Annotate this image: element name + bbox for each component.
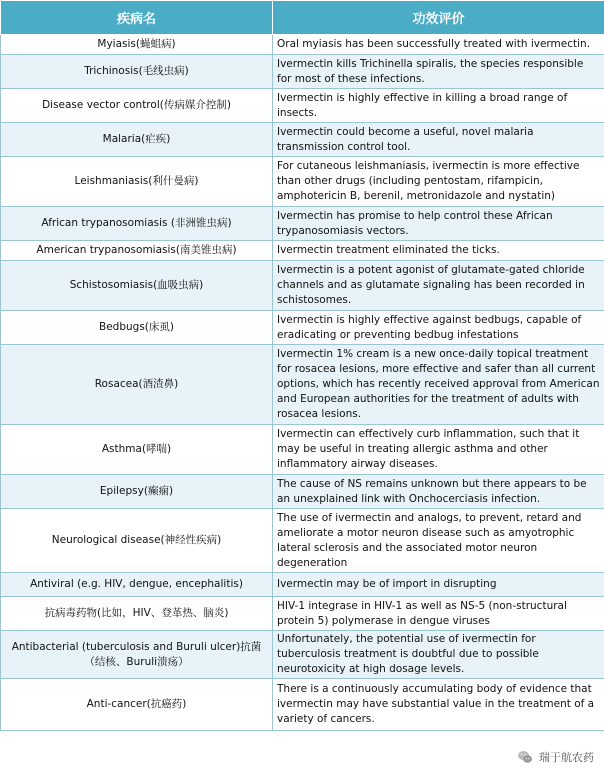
table-row xyxy=(1,475,604,509)
table-row xyxy=(1,261,604,311)
table-row xyxy=(1,631,604,679)
disease-name: Anti-cancer(抗癌药) xyxy=(1,679,273,731)
wechat-icon xyxy=(517,749,533,765)
efficacy-text: For cutaneous leishmaniasis, ivermectin is more effective than other drugs (including pentostam, rifampicin, amphotericin B, berenil, metronidazole and nystatin) xyxy=(273,157,604,207)
efficacy-text: Ivermectin is a potent agonist of glutamate-gated chloride channels and as glutamate signaling has been recorded in schistosomes. xyxy=(273,261,604,311)
watermark xyxy=(517,749,596,765)
efficacy-text: Ivermectin kills Trichinella spiralis, the species responsible for most of these infections. xyxy=(273,55,604,89)
efficacy-text: Oral myiasis has been successfully treated with ivermectin. xyxy=(273,35,604,55)
watermark-text: 瑞于航农药 xyxy=(539,751,594,764)
efficacy-text: HIV-1 integrase in HIV-1 as well as NS-5 (non-structural protein 5) polymerase in dengue viruses xyxy=(273,597,604,631)
table-row xyxy=(1,241,604,261)
table-row xyxy=(1,157,604,207)
table-row xyxy=(1,123,604,157)
disease-name: Rosacea(酒渣鼻) xyxy=(1,345,273,425)
table-row xyxy=(1,35,604,55)
table-row xyxy=(1,509,604,573)
table-row xyxy=(1,679,604,731)
disease-name: Antibacterial (tuberculosis and Buruli ulcer)抗菌（结核、Buruli溃疡） xyxy=(1,631,273,679)
disease-name: Disease vector control(传病媒介控制) xyxy=(1,89,273,123)
disease-name: Leishmaniasis(利什曼病) xyxy=(1,157,273,207)
efficacy-text: Ivermectin could become a useful, novel malaria transmission control tool. xyxy=(273,123,604,157)
header-efficacy: 功效评价 xyxy=(273,1,604,35)
table-row xyxy=(1,597,604,631)
disease-name: 抗病毒药物(比如，HIV、登革热、脑炎) xyxy=(1,597,273,631)
disease-name: Epilepsy(癫痫) xyxy=(1,475,273,509)
efficacy-text: Unfortunately, the potential use of ivermectin for tuberculosis treatment is doubtful due to possible neurotoxicity at high dosage levels. xyxy=(273,631,604,679)
efficacy-text: Ivermectin can effectively curb inflammation, such that it may be useful in treating allergic asthma and other inflammatory airway diseases. xyxy=(273,425,604,475)
disease-name: Trichinosis(毛线虫病) xyxy=(1,55,273,89)
disease-name: Bedbugs(床虱) xyxy=(1,311,273,345)
table-row xyxy=(1,311,604,345)
efficacy-text: The cause of NS remains unknown but there appears to be an unexplained link with Onchocerciasis infection. xyxy=(273,475,604,509)
table-row xyxy=(1,573,604,597)
efficacy-text: Ivermectin treatment eliminated the ticks. xyxy=(273,241,604,261)
table-row xyxy=(1,207,604,241)
disease-name: American trypanosomiasis(南美锥虫病) xyxy=(1,241,273,261)
efficacy-text: There is a continuously accumulating body of evidence that ivermectin may have substantial value in the treatment of a variety of cancers. xyxy=(273,679,604,731)
disease-name: Myiasis(蝇蛆病) xyxy=(1,35,273,55)
disease-name: Neurological disease(神经性疾病) xyxy=(1,509,273,573)
efficacy-text: Ivermectin may be of import in disrupting xyxy=(273,573,604,597)
efficacy-text: Ivermectin has promise to help control these African trypanosomiasis vectors. xyxy=(273,207,604,241)
efficacy-text: The use of ivermectin and analogs, to prevent, retard and ameliorate a motor neuron disease such as amyotrophic lateral sclerosis and the associated motor neuron degeneration xyxy=(273,509,604,573)
disease-name: African trypanosomiasis (非洲锥虫病) xyxy=(1,207,273,241)
table-row xyxy=(1,55,604,89)
header-disease: 疾病名 xyxy=(1,1,273,35)
disease-name: Malaria(疟疾) xyxy=(1,123,273,157)
disease-name: Asthma(哮喘) xyxy=(1,425,273,475)
efficacy-text: Ivermectin 1% cream is a new once-daily topical treatment for rosacea lesions, more effective and safer than all current options, which has recently received approval from American and European authorities for the treatment of adults with rosacea lesions. xyxy=(273,345,604,425)
table-row xyxy=(1,345,604,425)
disease-name: Schistosomiasis(血吸虫病) xyxy=(1,261,273,311)
efficacy-text: Ivermectin is highly effective against bedbugs, capable of eradicating or preventing bedbug infestations xyxy=(273,311,604,345)
disease-name: Antiviral (e.g. HIV, dengue, encephalitis) xyxy=(1,573,273,597)
table-row xyxy=(1,89,604,123)
table-row xyxy=(1,425,604,475)
header-row xyxy=(1,1,604,35)
efficacy-text: Ivermectin is highly effective in killing a broad range of insects. xyxy=(273,89,604,123)
